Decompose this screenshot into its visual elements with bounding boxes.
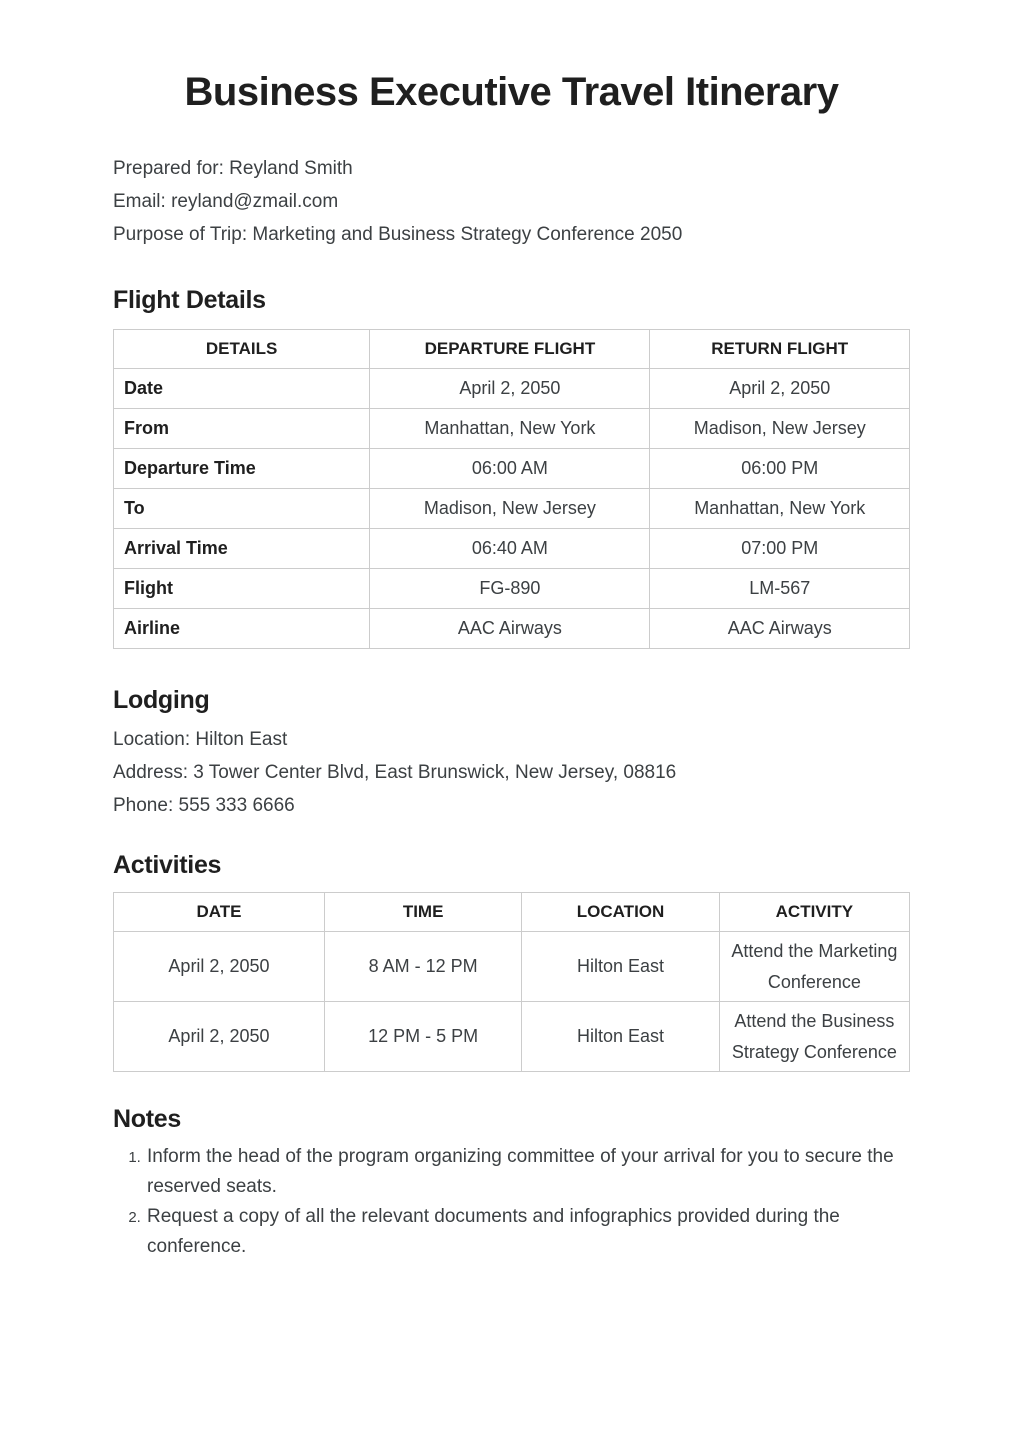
flight-row-label: Flight (114, 569, 370, 609)
flight-departure-cell: 06:40 AM (370, 529, 650, 569)
flight-header-row (114, 330, 910, 369)
activities-heading: Activities (113, 851, 222, 879)
table-row (114, 1002, 910, 1072)
flight-departure-cell: Manhattan, New York (370, 409, 650, 449)
flight-row-label: Date (114, 369, 370, 409)
flight-row-label: Airline (114, 609, 370, 649)
activities-header-row (114, 893, 910, 932)
table-row (114, 369, 910, 409)
table-row (114, 489, 910, 529)
lodging-phone-line: Phone: 555 333 6666 (113, 795, 295, 816)
flight-details-table (113, 329, 910, 649)
purpose-line: Purpose of Trip: Marketing and Business Strategy Conference 2050 (113, 224, 683, 245)
table-row (114, 609, 910, 649)
activities-col-time: TIME (324, 893, 521, 932)
activities-col-activity: ACTIVITY (719, 893, 909, 932)
flight-return-cell: 07:00 PM (650, 529, 910, 569)
flight-departure-cell: Madison, New Jersey (370, 489, 650, 529)
activities-col-date: DATE (114, 893, 325, 932)
activity-location-cell: Hilton East (522, 932, 719, 1002)
flight-col-return: RETURN FLIGHT (650, 330, 910, 369)
notes-heading: Notes (113, 1105, 181, 1133)
activity-description-cell: Attend the Business Strategy Conference (719, 1002, 909, 1072)
flight-details-heading: Flight Details (113, 286, 266, 314)
prepared-for-line: Prepared for: Reyland Smith (113, 158, 353, 179)
intro-block (113, 152, 910, 251)
activity-location-cell: Hilton East (522, 1002, 719, 1072)
list-item: 1. Inform the head of the program organizing committee of your arrival for you to secure the reserved seats. (145, 1142, 910, 1202)
flight-departure-cell: FG-890 (370, 569, 650, 609)
flight-row-label: From (114, 409, 370, 449)
lodging-block (113, 723, 910, 822)
activity-time-cell: 12 PM - 5 PM (324, 1002, 521, 1072)
lodging-address-line: Address: 3 Tower Center Blvd, East Brunswick, New Jersey, 08816 (113, 762, 677, 783)
flight-row-label: Arrival Time (114, 529, 370, 569)
table-row (114, 569, 910, 609)
flight-return-cell: LM-567 (650, 569, 910, 609)
email-line: Email: reyland@zmail.com (113, 191, 339, 212)
flight-return-cell: 06:00 PM (650, 449, 910, 489)
table-row (114, 932, 910, 1002)
flight-row-label: Departure Time (114, 449, 370, 489)
flight-return-cell: April 2, 2050 (650, 369, 910, 409)
lodging-heading: Lodging (113, 686, 210, 714)
activity-time-cell: 8 AM - 12 PM (324, 932, 521, 1002)
flight-return-cell: Manhattan, New York (650, 489, 910, 529)
table-row (114, 409, 910, 449)
flight-return-cell: AAC Airways (650, 609, 910, 649)
activity-date-cell: April 2, 2050 (114, 1002, 325, 1072)
activities-table (113, 892, 910, 1072)
list-item: 2. Request a copy of all the relevant documents and infographics provided during the conference. (145, 1202, 910, 1262)
activities-col-location: LOCATION (522, 893, 719, 932)
flight-departure-cell: AAC Airways (370, 609, 650, 649)
flight-col-departure: DEPARTURE FLIGHT (370, 330, 650, 369)
table-row (114, 449, 910, 489)
flight-departure-cell: 06:00 AM (370, 449, 650, 489)
flight-return-cell: Madison, New Jersey (650, 409, 910, 449)
flight-col-details: DETAILS (114, 330, 370, 369)
flight-row-label: To (114, 489, 370, 529)
page-title: Business Executive Travel Itinerary (184, 70, 839, 114)
notes-list (113, 1142, 910, 1262)
activity-description-cell: Attend the Marketing Conference (719, 932, 909, 1002)
table-row (114, 529, 910, 569)
flight-departure-cell: April 2, 2050 (370, 369, 650, 409)
activity-date-cell: April 2, 2050 (114, 932, 325, 1002)
lodging-location-line: Location: Hilton East (113, 729, 288, 750)
